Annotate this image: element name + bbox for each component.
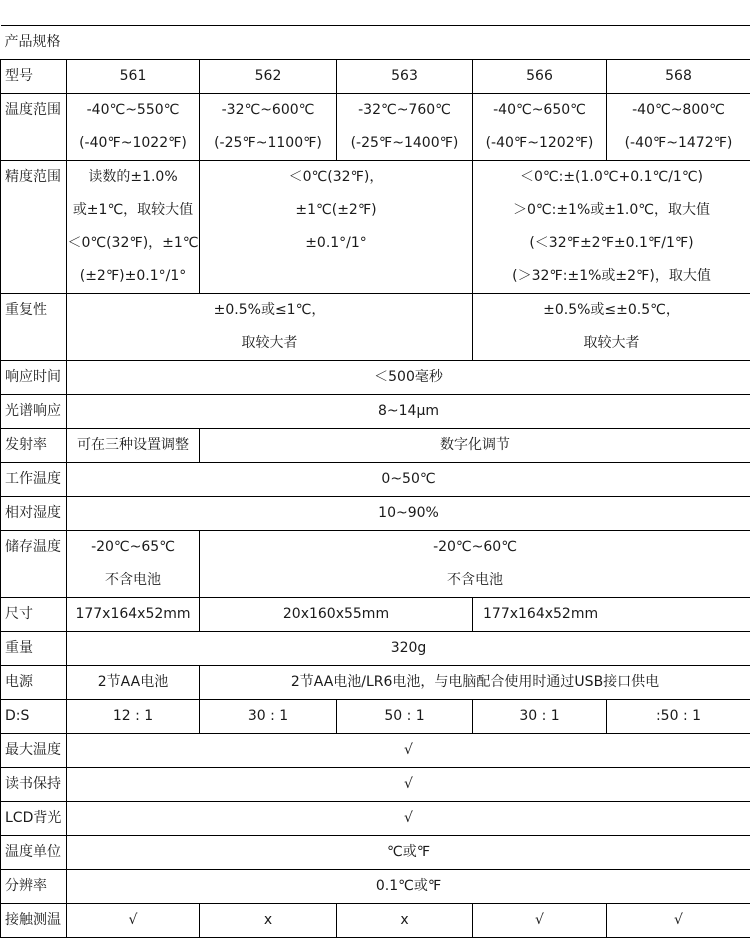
- max-temp-cell: √: [67, 734, 750, 768]
- weight-row: [1, 632, 750, 666]
- humidity-row: [1, 497, 750, 531]
- ds-cell: 12 : 1: [67, 700, 200, 734]
- emissivity-row: [1, 429, 750, 463]
- contact-cell: x: [200, 904, 337, 938]
- row-label-max-temp: 最大温度: [1, 734, 67, 768]
- model-cell: 563: [337, 60, 473, 94]
- accuracy-row: [1, 161, 750, 294]
- accuracy-cell-561: 读数的±1.0% 或±1℃，取较大值 ＜0℃(32℉)，±1℃ (±2℉)±0.1°/1°: [67, 161, 200, 294]
- spectral-cell: 8~14μm: [67, 395, 750, 429]
- row-label-power: 电源: [1, 666, 67, 700]
- row-label-spectral: 光谱响应: [1, 395, 67, 429]
- response-time-cell: ＜500毫秒: [67, 361, 750, 395]
- power-row: [1, 666, 750, 700]
- storage-row: [1, 531, 750, 598]
- accuracy-cell-562-563: ＜0℃(32℉)， ±1℃(±2℉) ±0.1°/1°: [200, 161, 473, 294]
- temp-range-cell: -40℃~800℃ (-40℉~1472℉): [607, 94, 750, 161]
- power-cell-561: 2节AA电池: [67, 666, 200, 700]
- temp-range-cell: -40℃~550℃ (-40℉~1022℉): [67, 94, 200, 161]
- backlight-row: [1, 802, 750, 836]
- row-label-repeatability: 重复性: [1, 294, 67, 361]
- ds-cell: 30 : 1: [473, 700, 607, 734]
- repeatability-cell-566-568: ±0.5%或≤±0.5℃， 取较大者: [473, 294, 750, 361]
- contact-cell: √: [607, 904, 750, 938]
- row-label-response-time: 响应时间: [1, 361, 67, 395]
- ds-row: [1, 700, 750, 734]
- size-row: [1, 598, 750, 632]
- accuracy-cell-566-568: ＜0℃:±(1.0℃+0.1℃/1℃) ＞0℃:±1%或±1.0℃，取大值 (＜32℉±2℉±0.1℉/1℉) (＞32℉:±1%或±2℉)，取大值: [473, 161, 750, 294]
- model-cell: 561: [67, 60, 200, 94]
- row-label-humidity: 相对湿度: [1, 497, 67, 531]
- emissivity-cell-561: 可在三种设置调整: [67, 429, 200, 463]
- storage-cell-561: -20℃~65℃ 不含电池: [67, 531, 200, 598]
- hold-row: [1, 768, 750, 802]
- contact-cell: √: [67, 904, 200, 938]
- operating-temp-cell: 0~50℃: [67, 463, 750, 497]
- row-label-model: 型号: [1, 60, 67, 94]
- row-label-resolution: 分辨率: [1, 870, 67, 904]
- size-cell-566-568: 177x164x52mm: [473, 598, 750, 632]
- weight-cell: 320g: [67, 632, 750, 666]
- row-label-backlight: LCD背光: [1, 802, 67, 836]
- size-cell-561: 177x164x52mm: [67, 598, 200, 632]
- row-label-emissivity: 发射率: [1, 429, 67, 463]
- spec-title: 产品规格: [1, 26, 750, 60]
- unit-cell: ℃或℉: [67, 836, 750, 870]
- model-row: [1, 60, 750, 94]
- resolution-row: [1, 870, 750, 904]
- title-row: [1, 26, 750, 60]
- spectral-row: [1, 395, 750, 429]
- resolution-cell: 0.1℃或℉: [67, 870, 750, 904]
- row-label-unit: 温度单位: [1, 836, 67, 870]
- storage-cell-others: -20℃~60℃ 不含电池: [200, 531, 750, 598]
- row-label-size: 尺寸: [1, 598, 67, 632]
- power-cell-others: 2节AA电池/LR6电池，与电脑配合使用时通过USB接口供电: [200, 666, 750, 700]
- backlight-cell: √: [67, 802, 750, 836]
- operating-temp-row: [1, 463, 750, 497]
- repeatability-row: [1, 294, 750, 361]
- row-label-ds: D:S: [1, 700, 67, 734]
- row-label-contact: 接触测温: [1, 904, 67, 938]
- ds-cell: 50 : 1: [337, 700, 473, 734]
- humidity-cell: 10~90%: [67, 497, 750, 531]
- contact-cell: x: [337, 904, 473, 938]
- emissivity-cell-others: 数字化调节: [200, 429, 750, 463]
- hold-cell: √: [67, 768, 750, 802]
- model-cell: 562: [200, 60, 337, 94]
- max-temp-row: [1, 734, 750, 768]
- spec-table: [0, 25, 750, 938]
- temp-range-cell: -40℃~650℃ (-40℉~1202℉): [473, 94, 607, 161]
- repeatability-cell-561-563: ±0.5%或≤1℃， 取较大者: [67, 294, 473, 361]
- row-label-temp-range: 温度范围: [1, 94, 67, 161]
- contact-row: [1, 904, 750, 938]
- row-label-operating-temp: 工作温度: [1, 463, 67, 497]
- size-cell-562-563: 20x160x55mm: [200, 598, 473, 632]
- row-label-hold: 读书保持: [1, 768, 67, 802]
- temp-range-cell: -32℃~760℃ (-25℉~1400℉): [337, 94, 473, 161]
- ds-cell: 30 : 1: [200, 700, 337, 734]
- model-cell: 568: [607, 60, 750, 94]
- unit-row: [1, 836, 750, 870]
- temp-range-cell: -32℃~600℃ (-25℉~1100℉): [200, 94, 337, 161]
- row-label-accuracy: 精度范围: [1, 161, 67, 294]
- model-cell: 566: [473, 60, 607, 94]
- temp-range-row: [1, 94, 750, 161]
- row-label-weight: 重量: [1, 632, 67, 666]
- ds-cell: :50 : 1: [607, 700, 750, 734]
- contact-cell: √: [473, 904, 607, 938]
- row-label-storage: 储存温度: [1, 531, 67, 598]
- response-time-row: [1, 361, 750, 395]
